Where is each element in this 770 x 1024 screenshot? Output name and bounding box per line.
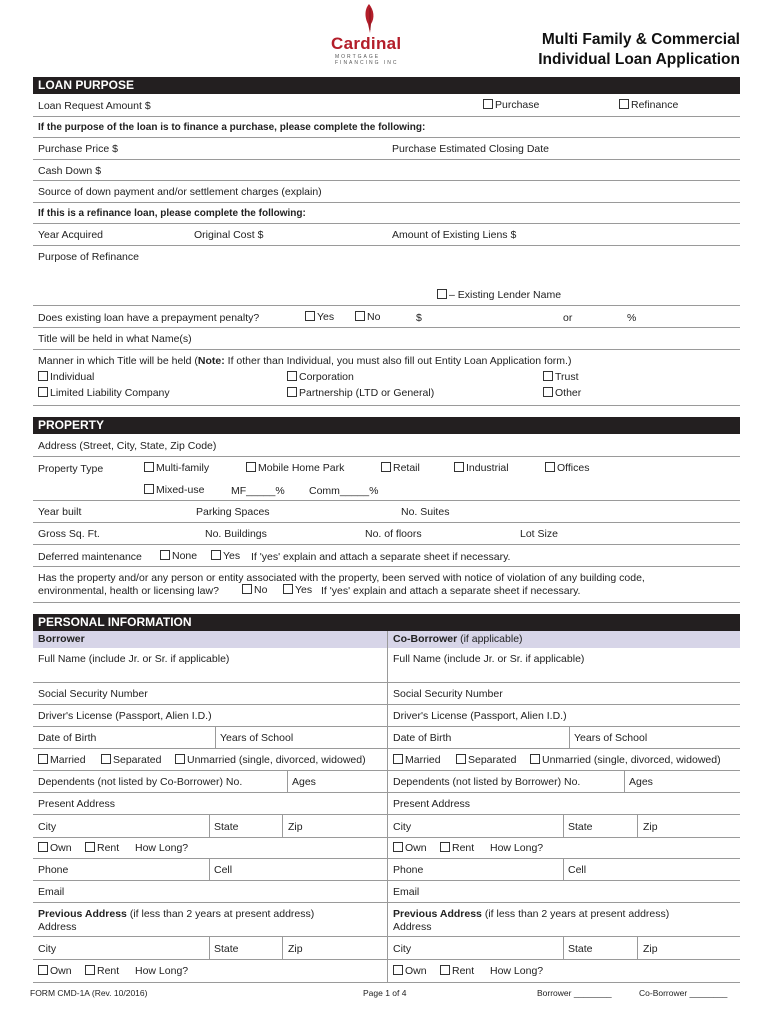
coborrower-separated-option[interactable]: Separated (456, 754, 516, 766)
no-suites-field[interactable]: No. Suites (401, 506, 450, 518)
deferred-none-option[interactable]: None (160, 550, 197, 562)
source-down-row (33, 181, 740, 203)
coborrower-full-name-field[interactable]: Full Name (include Jr. or Sr. if applicable) (393, 653, 585, 665)
retail-checkbox[interactable] (381, 462, 391, 472)
prepayment-percent-field[interactable]: % (627, 312, 637, 324)
borrower-unmarried-option[interactable]: Unmarried (single, divorced, widowed) (175, 754, 366, 766)
borrower-present-address-field[interactable]: Present Address (38, 798, 116, 810)
coborrower-rent-checkbox[interactable] (440, 842, 450, 852)
prepayment-yes-checkbox[interactable] (305, 311, 315, 321)
borrower-full-name-field[interactable]: Full Name (include Jr. or Sr. if applicable) (38, 653, 230, 665)
llc-option[interactable]: Limited Liability Company (38, 387, 170, 399)
drivers-license-row (33, 705, 740, 727)
individual-checkbox[interactable] (38, 371, 48, 381)
year-built-row (33, 501, 740, 523)
coborrower-prev-zip-field[interactable]: Zip (643, 943, 658, 955)
existing-lender-option[interactable]: – Existing Lender Name (437, 289, 561, 301)
co-borrower-label: Co-Borrower (if applicable) (393, 633, 523, 645)
violation-no-option[interactable]: No (242, 584, 267, 596)
own-rent-row (33, 838, 740, 859)
original-cost-field[interactable]: Original Cost $ (194, 229, 264, 241)
manner-title-row (33, 350, 740, 406)
borrower-license-field[interactable]: Driver's License (Passport, Alien I.D.) (38, 710, 212, 722)
present-address-row (33, 793, 740, 815)
llc-checkbox[interactable] (38, 387, 48, 397)
retail-option[interactable]: Retail (381, 462, 420, 474)
coborrower-own-option[interactable]: Own (393, 842, 427, 854)
borrower-phone-field[interactable]: Phone (38, 864, 69, 876)
dependents-divider (287, 771, 288, 793)
deferred-note: If 'yes' explain and attach a separate sheet if necessary. (251, 551, 511, 563)
coborrower-previous-address-label: Previous Address (if less than 2 years at present address) (393, 908, 670, 920)
coborrower-rent-option[interactable]: Rent (440, 842, 474, 854)
industrial-option[interactable]: Industrial (454, 462, 509, 474)
partnership-checkbox[interactable] (287, 387, 297, 397)
borrower-prev-city-field[interactable]: City (38, 943, 57, 955)
borrower-separated-checkbox[interactable] (101, 754, 111, 764)
other-checkbox[interactable] (543, 387, 553, 397)
logo-subtext: MORTGAGE FINANCING INC (335, 54, 399, 66)
borrower-own-checkbox[interactable] (38, 842, 48, 852)
coborrower-unmarried-option[interactable]: Unmarried (single, divorced, widowed) (530, 754, 721, 766)
borrower-prev-zip-field[interactable]: Zip (288, 943, 303, 955)
refinance-option[interactable]: Refinance (619, 99, 678, 111)
borrower-email-field[interactable]: Email (38, 886, 65, 898)
coborrower-school-field[interactable]: Years of School (574, 732, 648, 744)
mobile-home-park-checkbox[interactable] (246, 462, 256, 472)
borrower-rent-option[interactable]: Rent (85, 842, 119, 854)
city-state-zip-row (33, 815, 740, 838)
mixed-use-checkbox[interactable] (144, 484, 154, 494)
refinance-purpose-row (33, 246, 740, 306)
manner-title-text: Manner in which Title will be held (Note: If other than Individual, you must also fill out Entity Loan Application form.) (38, 355, 572, 367)
email-row (33, 881, 740, 903)
borrower-rent-checkbox[interactable] (85, 842, 95, 852)
coborrower-city-field[interactable]: City (393, 821, 412, 833)
purchase-option[interactable]: Purchase (483, 99, 539, 111)
personal-info-header: PERSONAL INFORMATION (33, 614, 740, 631)
refinance-checkbox[interactable] (619, 99, 629, 109)
borrower-zip-field[interactable]: Zip (288, 821, 303, 833)
loan-purpose-header: LOAN PURPOSE (33, 77, 740, 94)
page-number: Page 1 of 4 (363, 988, 407, 998)
gross-sqft-field[interactable]: Gross Sq. Ft. (38, 528, 100, 540)
borrower-prev-own-checkbox[interactable] (38, 965, 48, 975)
purchase-intro-row (33, 117, 740, 138)
individual-option[interactable]: Individual (38, 371, 94, 383)
refinance-intro: If this is a refinance loan, please complete the following: (38, 208, 306, 219)
borrower-ssn-field[interactable]: Social Security Number (38, 688, 148, 700)
gross-sqft-row (33, 523, 740, 545)
violation-question-line-2: environmental, health or licensing law? (38, 585, 219, 597)
deferred-none-checkbox[interactable] (160, 550, 170, 560)
deferred-maintenance-label: Deferred maintenance (38, 551, 142, 563)
existing-lender-checkbox[interactable] (437, 289, 447, 299)
phone-divider (209, 859, 210, 881)
borrower-ages-field[interactable]: Ages (292, 776, 316, 788)
prev-city-divider (209, 937, 210, 960)
coborrower-prev-state-field[interactable]: State (568, 943, 593, 955)
borrower-married-checkbox[interactable] (38, 754, 48, 764)
offices-checkbox[interactable] (545, 462, 555, 472)
dob-row (33, 727, 740, 749)
form-id: FORM CMD-1A (Rev. 10/2016) (30, 988, 148, 998)
borrower-label: Borrower (38, 633, 85, 645)
purpose-of-refinance-field[interactable]: Purpose of Refinance (38, 251, 139, 263)
co-prev-state-divider (637, 937, 638, 960)
state-divider (282, 815, 283, 838)
co-phone-divider (563, 859, 564, 881)
borrower-city-field[interactable]: City (38, 821, 57, 833)
purchase-price-row (33, 138, 740, 160)
year-acquired-field[interactable]: Year Acquired (38, 229, 103, 241)
borrower-married-option[interactable]: Married (38, 754, 86, 766)
coborrower-ssn-field[interactable]: Social Security Number (393, 688, 503, 700)
borrower-initials[interactable]: Borrower ________ (537, 988, 612, 998)
coborrower-prev-rent-option[interactable]: Rent (440, 965, 474, 977)
borrower-state-field[interactable]: State (214, 821, 239, 833)
prepayment-yes-option[interactable]: Yes (305, 311, 334, 323)
trust-checkbox[interactable] (543, 371, 553, 381)
prev-state-divider (282, 937, 283, 960)
industrial-checkbox[interactable] (454, 462, 464, 472)
mf-percent-field[interactable]: MF_____% (231, 485, 285, 497)
borrower-separated-option[interactable]: Separated (101, 754, 161, 766)
prepayment-row (33, 306, 740, 328)
co-city-divider (563, 815, 564, 838)
co-dob-divider (569, 727, 570, 749)
comm-percent-field[interactable]: Comm_____% (309, 485, 379, 497)
coborrower-prev-own-option[interactable]: Own (393, 965, 427, 977)
violation-note: If 'yes' explain and attach a separate sheet if necessary. (321, 585, 581, 597)
coborrower-phone-field[interactable]: Phone (393, 864, 424, 876)
prepayment-no-checkbox[interactable] (355, 311, 365, 321)
property-address-row (33, 435, 740, 457)
violation-question-line-1: Has the property and/or any person or entity associated with the property, been served with notice of violation of any building code, (38, 572, 645, 584)
coborrower-married-option[interactable]: Married (393, 754, 441, 766)
coborrower-unmarried-checkbox[interactable] (530, 754, 540, 764)
mixed-use-option[interactable]: Mixed-use (144, 484, 204, 496)
borrower-prev-own-option[interactable]: Own (38, 965, 72, 977)
closing-date-field[interactable]: Purchase Estimated Closing Date (392, 143, 549, 155)
purchase-checkbox[interactable] (483, 99, 493, 109)
offices-option[interactable]: Offices (545, 462, 589, 474)
loan-request-row (33, 95, 740, 117)
coborrower-separated-checkbox[interactable] (456, 754, 466, 764)
coborrower-initials[interactable]: Co-Borrower ________ (639, 988, 728, 998)
prev-own-rent-row (33, 960, 740, 983)
full-name-row (33, 648, 740, 683)
coborrower-prev-city-field[interactable]: City (393, 943, 412, 955)
coborrower-ages-field[interactable]: Ages (629, 776, 653, 788)
co-dependents-divider (624, 771, 625, 793)
dependents-row (33, 771, 740, 793)
parking-spaces-field[interactable]: Parking Spaces (196, 506, 270, 518)
purchase-intro: If the purpose of the loan is to finance a purchase, please complete the following: (38, 122, 426, 133)
corporation-option[interactable]: Corporation (287, 371, 354, 383)
coborrower-state-field[interactable]: State (568, 821, 593, 833)
form-page (30, 0, 740, 1024)
multi-family-option[interactable]: Multi-family (144, 462, 209, 474)
prepayment-dollar-field[interactable]: $ (416, 312, 422, 324)
lot-size-field[interactable]: Lot Size (520, 528, 558, 540)
title-names-field[interactable]: Title will be held in what Name(s) (38, 333, 192, 345)
borrower-prev-rent-checkbox[interactable] (85, 965, 95, 975)
coborrower-cell-field[interactable]: Cell (568, 864, 587, 876)
cash-down-field[interactable]: Cash Down $ (38, 165, 102, 177)
mobile-home-park-option[interactable]: Mobile Home Park (246, 462, 344, 474)
refinance-intro-row (33, 203, 740, 224)
coborrower-previous-address-field[interactable]: Address (393, 921, 432, 933)
dob-divider (215, 727, 216, 749)
previous-address-row (33, 903, 740, 937)
property-type-label: Property Type (38, 463, 104, 475)
purchase-price-field[interactable]: Purchase Price $ (38, 143, 118, 155)
coborrower-prev-rent-checkbox[interactable] (440, 965, 450, 975)
coborrower-email-field[interactable]: Email (393, 886, 420, 898)
source-down-field[interactable]: Source of down payment and/or settlement charges (explain) (38, 186, 322, 198)
other-option[interactable]: Other (543, 387, 581, 399)
feather-icon (359, 2, 381, 34)
borrower-prev-how-long-field[interactable]: How Long? (135, 965, 189, 977)
deferred-yes-checkbox[interactable] (211, 550, 221, 560)
borrower-how-long-field[interactable]: How Long? (135, 842, 189, 854)
property-type-row (33, 457, 740, 501)
borrower-prev-state-field[interactable]: State (214, 943, 239, 955)
violation-row (33, 567, 740, 603)
violation-yes-checkbox[interactable] (283, 584, 293, 594)
coborrower-how-long-field[interactable]: How Long? (490, 842, 544, 854)
borrower-prev-rent-option[interactable]: Rent (85, 965, 119, 977)
logo-text: Cardinal (331, 34, 402, 53)
coborrower-present-address-field[interactable]: Present Address (393, 798, 471, 810)
year-built-field[interactable]: Year built (38, 506, 82, 518)
or-label: or (563, 312, 573, 324)
city-divider (209, 815, 210, 838)
multi-family-checkbox[interactable] (144, 462, 154, 472)
borrower-previous-address-label: Previous Address (if less than 2 years at present address) (38, 908, 315, 920)
prepayment-question: Does existing loan have a prepayment penalty? (38, 312, 260, 324)
no-floors-field[interactable]: No. of floors (365, 528, 422, 540)
violation-yes-option[interactable]: Yes (283, 584, 312, 596)
borrower-own-option[interactable]: Own (38, 842, 72, 854)
deferred-yes-option[interactable]: Yes (211, 550, 240, 562)
coborrower-dependents-field[interactable]: Dependents (not listed by Borrower) No. (393, 776, 581, 788)
property-header: PROPERTY (33, 417, 740, 434)
borrower-unmarried-checkbox[interactable] (175, 754, 185, 764)
prev-city-state-zip-row (33, 937, 740, 960)
coborrower-dob-field[interactable]: Date of Birth (393, 732, 452, 744)
phone-row (33, 859, 740, 881)
coborrower-license-field[interactable]: Driver's License (Passport, Alien I.D.) (393, 710, 567, 722)
coborrower-married-checkbox[interactable] (393, 754, 403, 764)
partnership-option[interactable]: Partnership (LTD or General) (287, 387, 434, 399)
trust-option[interactable]: Trust (543, 371, 579, 383)
borrower-dependents-field[interactable]: Dependents (not listed by Co-Borrower) No. (38, 776, 243, 788)
cash-down-row (33, 160, 740, 181)
deferred-maintenance-row (33, 545, 740, 567)
borrower-dob-field[interactable]: Date of Birth (38, 732, 97, 744)
borrower-school-field[interactable]: Years of School (220, 732, 294, 744)
prepayment-no-option[interactable]: No (355, 311, 380, 323)
coborrower-prev-how-long-field[interactable]: How Long? (490, 965, 544, 977)
borrower-cell-field[interactable]: Cell (214, 864, 233, 876)
loan-request-amount-label: Loan Request Amount $ (38, 100, 151, 112)
title-line-2: Individual Loan Application (538, 51, 740, 68)
co-prev-city-divider (563, 937, 564, 960)
coborrower-own-checkbox[interactable] (393, 842, 403, 852)
corporation-checkbox[interactable] (287, 371, 297, 381)
marital-row (33, 749, 740, 771)
coborrower-prev-own-checkbox[interactable] (393, 965, 403, 975)
document-title (538, 30, 740, 70)
property-address-field[interactable]: Address (Street, City, State, Zip Code) (38, 440, 217, 452)
coborrower-zip-field[interactable]: Zip (643, 821, 658, 833)
title-names-row (33, 328, 740, 350)
title-line-1: Multi Family & Commercial (541, 31, 740, 48)
violation-no-checkbox[interactable] (242, 584, 252, 594)
borrower-previous-address-field[interactable]: Address (38, 921, 77, 933)
year-acquired-row (33, 224, 740, 246)
existing-liens-field[interactable]: Amount of Existing Liens $ (392, 229, 517, 241)
ssn-row (33, 683, 740, 705)
co-state-divider (637, 815, 638, 838)
cardinal-logo (331, 2, 423, 74)
no-buildings-field[interactable]: No. Buildings (205, 528, 267, 540)
